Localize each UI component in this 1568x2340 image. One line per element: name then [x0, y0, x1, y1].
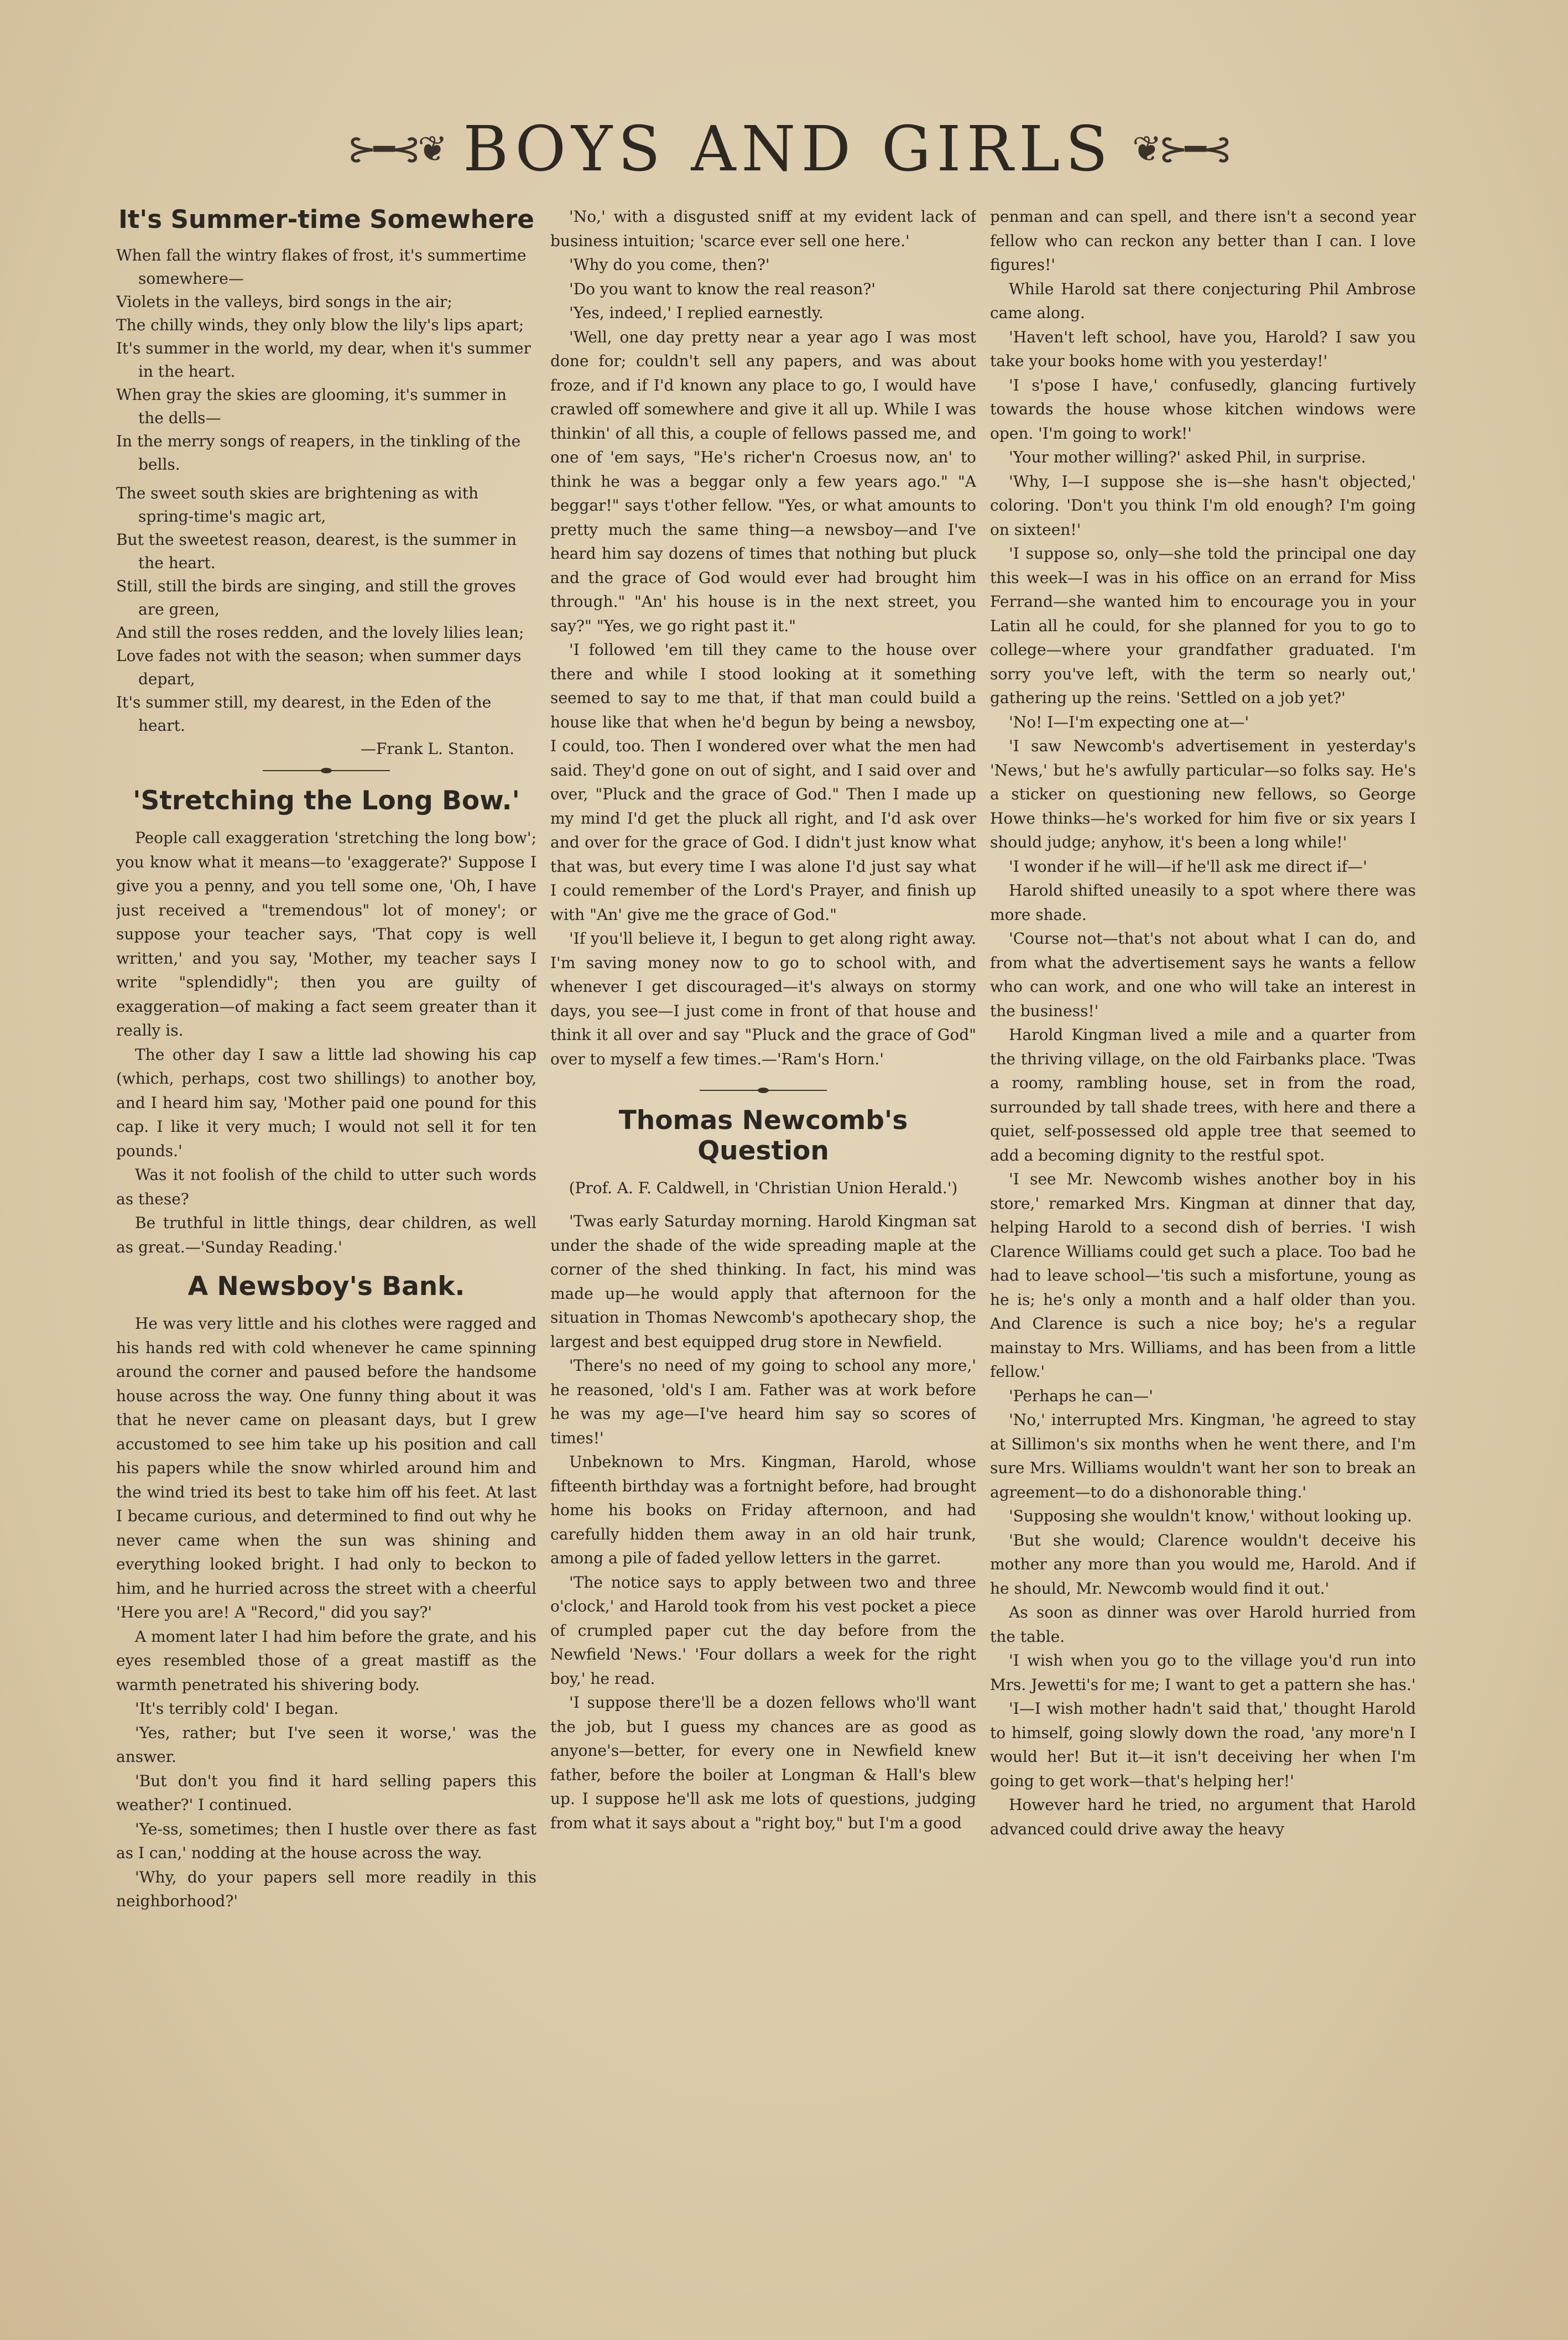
paragraph: Was it not foolish of the child to utter such words as these? — [116, 1166, 536, 1208]
paragraph: 'There's no need of my going to school any more,' he reasoned, 'old's I am. Father was at work before he was my age—I've heard him say so scores of times!' — [550, 1356, 976, 1447]
section-divider — [700, 1088, 827, 1093]
newsboy-title: A Newsboy's Bank. — [187, 1271, 465, 1302]
poem-line: It's summer still, my dearest, in the Eden of the heart. — [116, 693, 492, 735]
paragraph: 'It's terribly cold' I began. — [135, 1699, 339, 1718]
masthead — [238, 111, 1338, 188]
paragraph: 'Ye-ss, sometimes; then I hustle over there as fast as I can,' nodding at the house across the way. — [116, 1819, 536, 1862]
poem-line: Violets in the valleys, bird songs in the air; — [116, 293, 452, 311]
section-divider — [263, 768, 390, 773]
paragraph: The other day I saw a little lad showing his cap (which, perhaps, cost two shillings) to another boy, and I heard him say, 'Mother paid one pound for this cap. I like it very much; I would not sell it for ten pounds.' — [116, 1045, 536, 1160]
paragraph: Harold Kingman lived a mile and a quarter from the thriving village, on the old Fairbanks place. 'Twas a roomy, rambling house, set in from the road, surrounded by tall shade trees, with here and there a quiet, self-possessed old apple tree that seemed to add a becoming dignity to the restful spot. — [990, 1026, 1416, 1164]
poem-title: It's Summer-time Somewhere — [118, 205, 534, 234]
paragraph: 'The notice says to apply between two and three o'clock,' and Harold took from his vest pocket a piece of crumpled paper cut the day before from the Newfield 'News.' 'Four dollars a week for the right boy,' he read. — [550, 1573, 976, 1688]
paragraph: 'No,' interrupted Mrs. Kingman, 'he agreed to stay at Sillimon's six months when he went there, and I'm sure Mrs. Williams wouldn't want her son to break an agreement—to do a dishonorable thing.' — [990, 1411, 1416, 1501]
paragraph: 'Perhaps he can—' — [1009, 1386, 1153, 1405]
column-1 — [116, 205, 536, 2296]
paragraph: 'Why, I—I suppose she is—she hasn't objected,' coloring. 'Don't you think I'm old enough? I'm going on sixteen!' — [990, 472, 1416, 539]
poem-line: When gray the skies are glooming, it's summer in the dells— — [116, 386, 507, 427]
paragraph: 'But she would; Clarence wouldn't deceive his mother any more than you would me, Harold. And if he should, Mr. Newcomb would find it out.' — [990, 1531, 1416, 1598]
poem-line: When fall the wintry flakes of frost, it's summertime somewhere— — [116, 246, 527, 288]
paragraph: He was very little and his clothes were ragged and his hands red with cold whenever he came spinning around the corner and paused before the handsome house across the way. One funny thing about it was that he never came on pleasant days, but I grew accustomed to see him take up his position and call his papers while the snow whirled around him and the wind tried its best to take him off his feet. At last I became curious, and determined to find out why he never came when the sun was shining and everything looked bright. I had only to beckon to him, and he hurried across the street with a cheerful 'Here you are! A "Record," did you say?' — [116, 1314, 536, 1621]
column-3 — [990, 205, 1416, 2296]
poem-line: And still the roses redden, and the lovely lilies lean; — [116, 623, 524, 642]
paragraph: 'I—I wish mother hadn't said that,' thought Harold to himself, going slowly down the road, 'any more'n I would her! But it—it isn't deceiving her when I'm going to get work—that's helping her!' — [990, 1699, 1416, 1790]
newcomb-byline: (Prof. A. F. Caldwell, in 'Christian Union Herald.') — [569, 1179, 958, 1197]
paragraph: 'I wonder if he will—if he'll ask me direct if—' — [1009, 857, 1367, 876]
longbow-title: 'Stretching the Long Bow.' — [133, 786, 520, 816]
paragraph: 'I suppose there'll be a dozen fellows who'll want the job, but I guess my chances are as good as anyone's—better, for every one in Newfield knew father, before the boiler at Longman & Hall's blew up. I suppose he'll ask me lots of questions, judging from what it says about a "right boy," but I'm a good — [550, 1693, 976, 1832]
ornament-right-icon: ❦⊱━⊰ — [1132, 129, 1230, 170]
column-2 — [550, 205, 976, 2296]
paragraph: A moment later I had him before the grate, and his eyes resembled those of a great mastiff as the warmth penetrated his shivering body. — [116, 1627, 536, 1694]
newcomb-title: Thomas Newcomb's Question — [618, 1105, 908, 1166]
poem-line: In the merry songs of reapers, in the tinkling of the bells. — [116, 432, 521, 474]
paragraph: Harold shifted uneasily to a spot where there was more shade. — [990, 881, 1416, 924]
poem-line: Still, still the birds are singing, and still the groves are green, — [116, 577, 516, 618]
paragraph: 'Haven't left school, have you, Harold? I saw you take your books home with you yesterday!' — [990, 327, 1416, 370]
poem-line: The chilly winds, they only blow the lily's lips apart; — [116, 316, 524, 334]
paragraph: 'I followed 'em till they came to the house over there and while I stood looking at it something seemed to say to me that, if that man could build a house like that when he'd begun by being a newsboy, I could, too. Then I wondered over what the men had said. They'd gone on out of sight, and I said over and over, "Pluck and the grace of God." Then I made up my mind I'd get the pluck all right, and I'd ask over and over for the grace of God. I didn't just know what that was, but every time I was alone I'd just say what I could remember of the Lord's Prayer, and finish up with "An' give me the grace of God." — [550, 641, 976, 924]
poem-line: But the sweetest reason, dearest, is the summer in the heart. — [116, 531, 517, 572]
ornament-left-icon: ⊱━⊰❦ — [347, 129, 445, 170]
poem-line: The sweet south skies are brightening as with spring-time's magic art, — [116, 484, 478, 526]
poem-line: It's summer in the world, my dear, when it's summer in the heart. — [116, 339, 531, 381]
paragraph: 'Why, do your papers sell more readily in this neighborhood?' — [116, 1868, 536, 1910]
paragraph: 'Well, one day pretty near a year ago I was most done for; couldn't sell any papers, and was about froze, and if I'd known any place to go, I would have crawled off somewhere and give it all up. While I was thinkin' of all this, a couple of fellows passed me, and one of 'em says, "He's richer'n Croesus now, an' to think he was a beggar only a few years ago." "A beggar!" says t'other fellow. "Yes, or what amounts to pretty much the same thing—a newsboy—and I've heard him say dozens of times that nothing but pluck and the grace of God would ever had brought him through." "An' his house is in the next street, you say?" "Yes, we go right past it." — [550, 327, 976, 635]
paragraph: 'But don't you find it hard selling papers this weather?' I continued. — [116, 1771, 536, 1814]
paragraph: 'I wish when you go to the village you'd run into Mrs. Jewetti's for me; I want to get a pattern she has.' — [990, 1651, 1416, 1694]
paragraph: 'No,' with a disgusted sniff at my evident lack of business intuition; 'scarce ever sell one here.' — [550, 207, 976, 250]
paragraph: While Harold sat there conjecturing Phil Ambrose came along. — [990, 279, 1416, 322]
paragraph: 'Course not—that's not about what I can do, and from what the advertisement says he wants a fellow who can work, and one who will take an interest in the business!' — [990, 929, 1416, 1020]
paragraph: Be truthful in little things, dear children, as well as great.—'Sunday Reading.' — [116, 1214, 536, 1256]
paragraph: penman and can spell, and there isn't a second year fellow who can reckon any better than I can. I love figures!' — [990, 207, 1416, 274]
paragraph: 'I suppose so, only—she told the principal one day this week—I was in his office on an errand for Miss Ferrand—she wanted him to encourage you in your Latin all he could, for she planned for you to go to college—where your grandfather graduated. I'm sorry you've left, with the term so nearly out,' gathering up the reins. 'Settled on a job yet?' — [990, 544, 1416, 707]
paragraph: 'Why do you come, then?' — [569, 256, 770, 274]
paragraph: 'Supposing she wouldn't know,' without looking up. — [1009, 1507, 1412, 1525]
paragraph: 'I s'pose I have,' confusedly, glancing furtively towards the house whose kitchen windows were open. 'I'm going to work!' — [990, 376, 1416, 443]
paragraph: 'Do you want to know the real reason?' — [569, 279, 876, 298]
paragraph: 'I see Mr. Newcomb wishes another boy in his store,' remarked Mrs. Kingman at dinner that day, helping Harold to a second dish of berries. 'I wish Clarence Williams could get such a place. Too bad he had to leave school—'tis such a misfortune, young as he is; he's only a month and a half older than you. And Clarence is such a nice boy; he's a regular mainstay to Mrs. Williams, and has been from a little fellow.' — [990, 1170, 1416, 1381]
paragraph: As soon as dinner was over Harold hurried from the table. — [990, 1603, 1416, 1646]
poem-author: —Frank L. Stanton. — [360, 740, 514, 758]
paragraph: 'Yes, indeed,' I replied earnestly. — [569, 304, 824, 322]
poem-line: Love fades not with the season; when summer days depart, — [116, 647, 522, 688]
paragraph: However hard he tried, no argument that Harold advanced could drive away the heavy — [990, 1796, 1416, 1838]
paragraph: 'If you'll believe it, I begun to get along right away. I'm saving money now to go to school with, and whenever I get discouraged—it's always on stormy days, you see—I just come in front of that house and think it all over and say "Pluck and the grace of God" over to myself a few times.—'Ram's Horn.' — [550, 929, 976, 1068]
poem-body — [116, 244, 536, 737]
paragraph: Unbeknown to Mrs. Kingman, Harold, whose fifteenth birthday was a fortnight before, had brought home his books on Friday afternoon, and had carefully hidden them away in an old hair trunk, among a pile of faded yellow letters in the garret. — [550, 1453, 976, 1567]
paragraph: 'No! I—I'm expecting one at—' — [1009, 713, 1249, 731]
paragraph: 'I saw Newcomb's advertisement in yesterday's 'News,' but he's awfully particular—so folks say. He's a sticker on questioning new fellows, so George Howe thinks—he's worked for him five or six years I should judge; anyhow, it's been a long while!' — [990, 737, 1416, 851]
page-title: BOYS AND GIRLS — [463, 113, 1113, 185]
paragraph: 'Your mother willing?' asked Phil, in surprise. — [1009, 448, 1366, 466]
paragraph: 'Yes, rather; but I've seen it worse,' was the answer. — [116, 1723, 536, 1766]
paragraph: People call exaggeration 'stretching the long bow'; you know what it means—to 'exaggerate?' Suppose I give you a penny, and you tell some one, 'Oh, I have just received a "tremendous" lot of money'; or suppose your teacher says, 'That copy is well written,' and you say, 'Mother, my teacher says I write "splendidly"; then you are guilty of exaggeration—of making a fact seem greater than it really is. — [116, 829, 536, 1039]
paragraph: 'Twas early Saturday morning. Harold Kingman sat under the shade of the wide spreading maple at the corner of the shed thinking. In fact, his mind was made up—he would apply that afternoon for the situation in Thomas Newcomb's apothecary shop, the largest and best equipped drug store in Newfield. — [550, 1212, 976, 1351]
